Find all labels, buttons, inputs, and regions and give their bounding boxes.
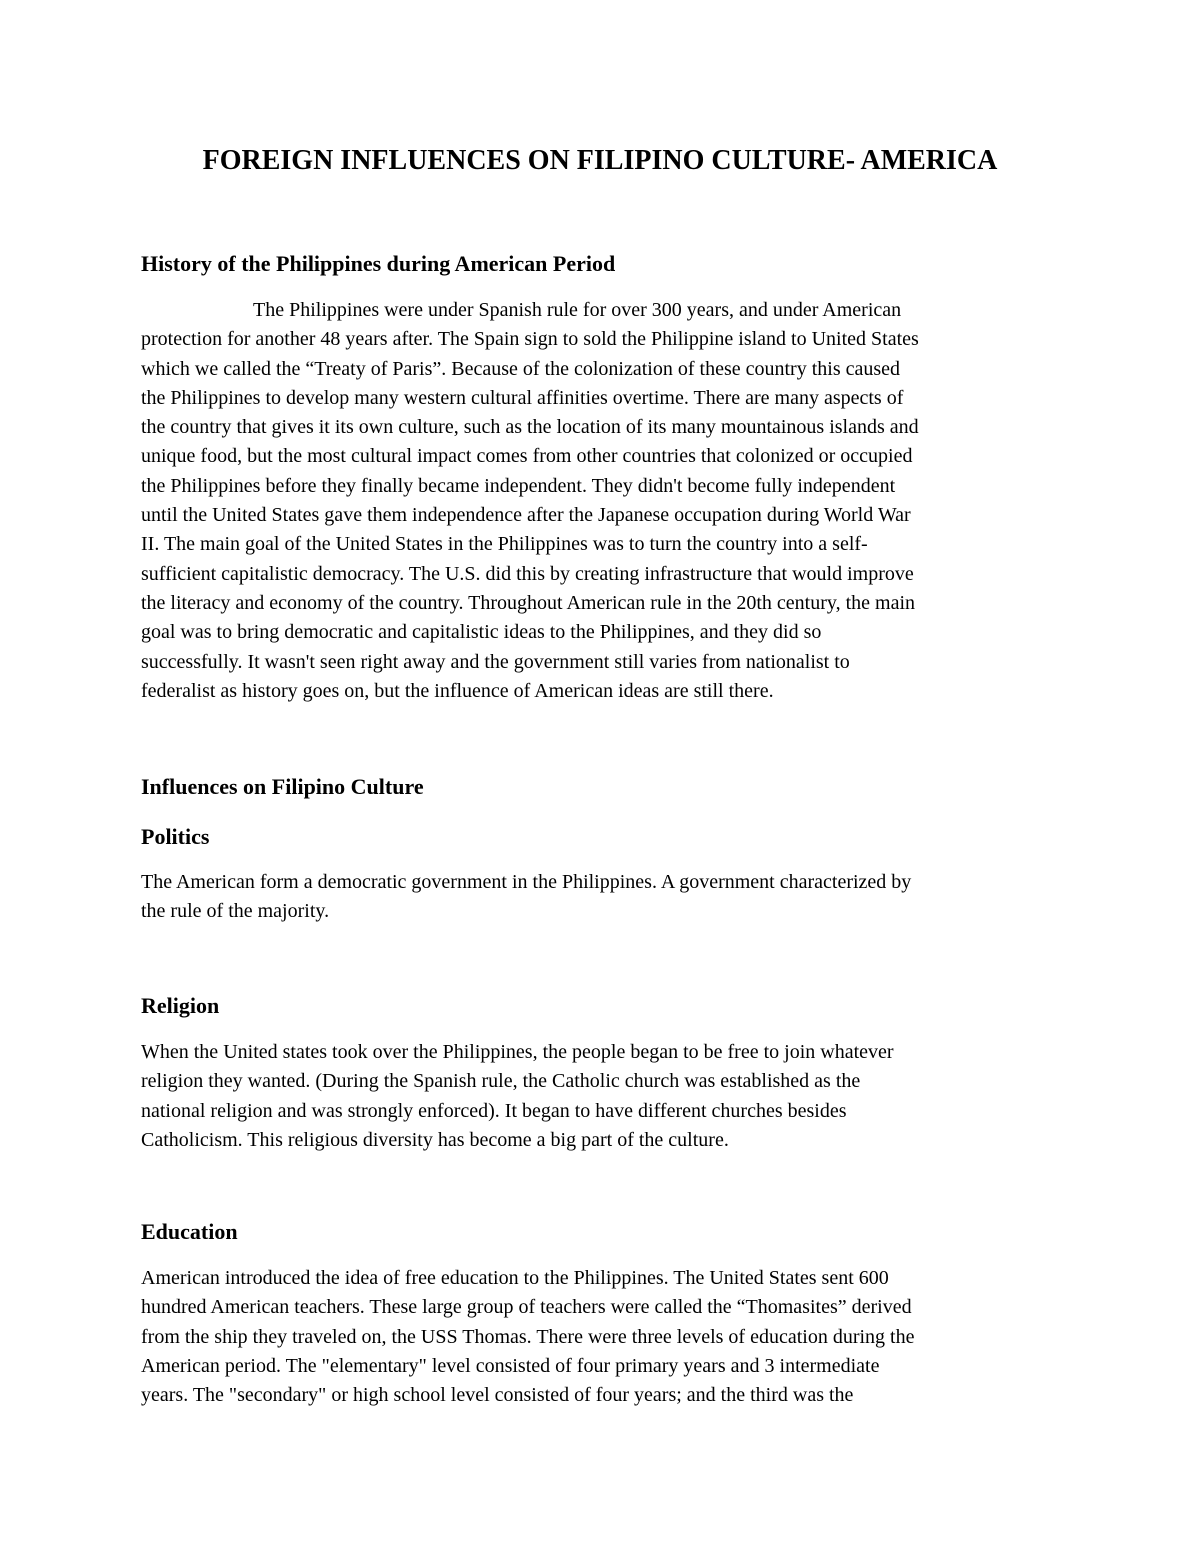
paragraph-line: sufficient capitalistic democracy. The U.S. did this by creating infrastructure that would improve: [141, 562, 914, 585]
paragraph-line: religion they wanted. (During the Spanish rule, the Catholic church was established as the: [141, 1070, 861, 1093]
paragraph-line: The American form a democratic government in the Philippines. A government characterized by: [141, 871, 912, 893]
heading-religion: Religion: [141, 993, 220, 1018]
paragraph-line: the Philippines before they finally became independent. They didn't become fully independent: [141, 474, 896, 497]
paragraph-line: The Philippines were under Spanish rule for over 300 years, and under American: [253, 299, 902, 321]
paragraph-line: successfully. It wasn't seen right away and the government still varies from nationalist to: [141, 650, 850, 673]
paragraph-line: protection for another 48 years after. The Spain sign to sold the Philippine island to United States: [141, 328, 919, 351]
paragraph-line: which we called the “Treaty of Paris”. Because of the colonization of these country this caused: [141, 357, 901, 380]
paragraph-line: the rule of the majority.: [141, 900, 330, 923]
paragraph-line: federalist as history goes on, but the influence of American ideas are still there.: [141, 679, 774, 702]
paragraph-line: the literacy and economy of the country. Throughout American rule in the 20th century, the main: [141, 591, 916, 614]
paragraph-line: II. The main goal of the United States in the Philippines was to turn the country into a self-: [141, 533, 868, 556]
paragraph-line: the Philippines to develop many western cultural affinities overtime. There are many aspects of: [141, 386, 904, 409]
paragraph-line: until the United States gave them independence after the Japanese occupation during World War: [141, 504, 911, 527]
paragraph-politics: [141, 868, 1081, 927]
paragraph-line: unique food, but the most cultural impact comes from other countries that colonized or occupied: [141, 445, 913, 468]
paragraph-education: [141, 1264, 1081, 1410]
document-title: FOREIGN INFLUENCES ON FILIPINO CULTURE- AMERICA: [202, 145, 998, 176]
paragraph-line: hundred American teachers. These large group of teachers were called the “Thomasites” derived: [141, 1296, 912, 1319]
heading-influences: Influences on Filipino Culture: [141, 774, 424, 799]
paragraph-line: American introduced the idea of free education to the Philippines. The United States sent 600: [141, 1267, 889, 1289]
paragraph-line: American period. The "elementary" level consisted of four primary years and 3 intermediate: [141, 1354, 880, 1377]
heading-politics: Politics: [141, 824, 210, 849]
paragraph-history: [141, 296, 1081, 706]
paragraph-religion: [141, 1038, 1081, 1155]
paragraph-line: years. The "secondary" or high school level consisted of four years; and the third was the: [141, 1384, 854, 1407]
heading-education: Education: [141, 1219, 238, 1244]
heading-history: History of the Philippines during American Period: [141, 251, 616, 276]
paragraph-line: When the United states took over the Philippines, the people began to be free to join whatever: [141, 1041, 894, 1063]
paragraph-line: goal was to bring democratic and capitalistic ideas to the Philippines, and they did so: [141, 621, 822, 644]
paragraph-line: from the ship they traveled on, the USS Thomas. There were three levels of education during the: [141, 1325, 915, 1348]
paragraph-line: national religion and was strongly enforced). It began to have different churches besides: [141, 1099, 847, 1122]
paragraph-line: Catholicism. This religious diversity has become a big part of the culture.: [141, 1128, 729, 1151]
paragraph-line: the country that gives it its own culture, such as the location of its many mountainous islands and: [141, 416, 919, 439]
